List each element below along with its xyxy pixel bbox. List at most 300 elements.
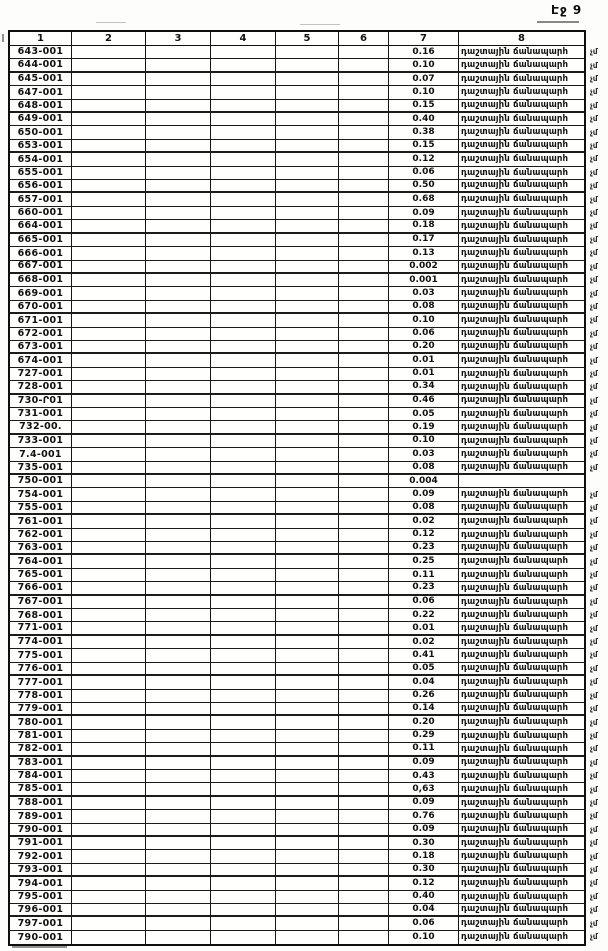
road-type-cell: դաշտային ճանապարհ — [459, 46, 584, 59]
empty-cell — [211, 690, 276, 703]
road-type-cell: դաշտային ճանապարհ — [459, 663, 584, 676]
empty-cell — [72, 395, 146, 408]
empty-cell — [146, 515, 211, 528]
empty-cell — [146, 649, 211, 662]
road-type-cell: դաշտային ճանապարհ — [459, 193, 584, 206]
empty-cell — [72, 314, 146, 327]
edge-text-fragment: չմ — [590, 784, 598, 794]
empty-cell — [146, 46, 211, 59]
edge-text-fragment: չմ — [590, 503, 598, 513]
empty-cell — [339, 113, 389, 126]
empty-cell — [146, 126, 211, 139]
empty-cell — [146, 837, 211, 850]
empty-cell — [211, 810, 276, 823]
area-value-cell: 0.23 — [389, 582, 459, 595]
empty-cell — [276, 328, 339, 341]
road-type-cell: դաշտային ճանապարհ — [459, 542, 584, 555]
road-type-cell: դաշտային ճանապարհ — [459, 395, 584, 408]
parcel-id-cell: 771-001 — [10, 622, 72, 635]
edge-text-fragment: չմ — [590, 717, 598, 727]
empty-cell — [339, 850, 389, 863]
empty-cell — [276, 408, 339, 421]
empty-cell — [146, 193, 211, 206]
empty-cell — [146, 703, 211, 716]
road-type-cell: դաշտային ճանապարհ — [459, 73, 584, 86]
empty-cell — [146, 542, 211, 555]
empty-cell — [72, 328, 146, 341]
area-value-cell: 0.06 — [389, 596, 459, 609]
area-value-cell: 0.12 — [389, 877, 459, 890]
empty-cell — [146, 931, 211, 944]
empty-cell — [339, 649, 389, 662]
empty-cell — [276, 824, 339, 837]
empty-cell — [276, 314, 339, 327]
road-type-cell: դաշտային ճանապարհ — [459, 596, 584, 609]
edge-text-fragment: չմ — [590, 610, 598, 620]
edge-text-fragment: չմ — [590, 141, 598, 151]
empty-cell — [339, 167, 389, 180]
scan-artifact — [2, 34, 4, 42]
edge-text-fragment: չմ — [590, 422, 598, 432]
road-type-cell: դաշտային ճանապարհ — [459, 824, 584, 837]
empty-cell — [339, 931, 389, 944]
empty-cell — [146, 850, 211, 863]
empty-cell — [211, 757, 276, 770]
area-value-cell: 0.41 — [389, 649, 459, 662]
edge-text-fragment: չմ — [590, 570, 598, 580]
parcel-id-cell: 761-001 — [10, 515, 72, 528]
empty-cell — [211, 716, 276, 729]
empty-cell — [211, 220, 276, 233]
road-type-cell: դաշտային ճանապարհ — [459, 153, 584, 166]
empty-cell — [276, 140, 339, 153]
empty-cell — [72, 126, 146, 139]
empty-cell — [146, 314, 211, 327]
parcel-id-cell: 790-001 — [10, 931, 72, 944]
area-value-cell: 0.05 — [389, 663, 459, 676]
area-value-cell: 0.06 — [389, 328, 459, 341]
empty-cell — [211, 100, 276, 113]
area-value-cell: 0.09 — [389, 207, 459, 220]
parcel-id-cell: 754-001 — [10, 488, 72, 501]
road-type-cell: դաշտային ճանապարհ — [459, 622, 584, 635]
area-value-cell: 0.17 — [389, 234, 459, 247]
empty-cell — [72, 904, 146, 917]
edge-text-fragment: չմ — [590, 489, 598, 499]
road-type-cell: դաշտային ճանապարհ — [459, 716, 584, 729]
empty-cell — [72, 730, 146, 743]
parcel-id-cell: 7.4-001 — [10, 448, 72, 461]
empty-cell — [72, 46, 146, 59]
parcel-id-cell: 768-001 — [10, 609, 72, 622]
empty-cell — [211, 663, 276, 676]
empty-cell — [339, 770, 389, 783]
parcel-id-cell: 653-001 — [10, 140, 72, 153]
empty-cell — [146, 301, 211, 314]
empty-cell — [211, 153, 276, 166]
area-value-cell: 0.50 — [389, 180, 459, 193]
area-value-cell: 0.03 — [389, 287, 459, 300]
parcel-id-cell: 750-001 — [10, 475, 72, 488]
empty-cell — [276, 247, 339, 260]
empty-cell — [72, 797, 146, 810]
area-value-cell: 0.05 — [389, 408, 459, 421]
empty-cell — [211, 502, 276, 515]
edge-text-fragment: չմ — [590, 368, 598, 378]
empty-cell — [146, 636, 211, 649]
empty-cell — [211, 488, 276, 501]
empty-cell — [276, 234, 339, 247]
edge-text-fragment: չմ — [590, 918, 598, 928]
edge-text-fragment: չմ — [590, 730, 598, 740]
area-value-cell: 0.10 — [389, 931, 459, 944]
empty-cell — [276, 690, 339, 703]
empty-cell — [339, 529, 389, 542]
parcel-id-cell: 797-001 — [10, 917, 72, 930]
empty-cell — [211, 314, 276, 327]
area-value-cell: 0.02 — [389, 515, 459, 528]
empty-cell — [339, 783, 389, 796]
empty-cell — [339, 435, 389, 448]
empty-cell — [72, 475, 146, 488]
empty-cell — [72, 462, 146, 475]
empty-cell — [146, 408, 211, 421]
parcel-id-cell: 655-001 — [10, 167, 72, 180]
road-type-cell: դաշտային ճանապարհ — [459, 636, 584, 649]
parcel-id-cell: 765-001 — [10, 569, 72, 582]
empty-cell — [146, 59, 211, 72]
road-type-cell: դաշտային ճանապարհ — [459, 220, 584, 233]
parcel-id-cell: 731-001 — [10, 408, 72, 421]
empty-cell — [72, 488, 146, 501]
empty-cell — [72, 783, 146, 796]
empty-cell — [72, 73, 146, 86]
edge-text-fragment: չմ — [590, 543, 598, 553]
parcel-id-cell: 667-001 — [10, 261, 72, 274]
area-value-cell: 0.23 — [389, 542, 459, 555]
empty-cell — [211, 837, 276, 850]
empty-cell — [339, 448, 389, 461]
empty-cell — [146, 810, 211, 823]
empty-cell — [339, 622, 389, 635]
road-type-cell: դաշտային ճանապարհ — [459, 314, 584, 327]
empty-cell — [72, 931, 146, 944]
empty-cell — [146, 663, 211, 676]
empty-cell — [72, 421, 146, 434]
empty-cell — [72, 891, 146, 904]
road-type-cell — [459, 475, 584, 488]
parcel-id-cell: 666-001 — [10, 247, 72, 260]
area-value-cell: 0.38 — [389, 126, 459, 139]
empty-cell — [146, 261, 211, 274]
empty-cell — [339, 475, 389, 488]
empty-cell — [276, 261, 339, 274]
empty-cell — [276, 86, 339, 99]
edge-text-fragment: չմ — [590, 342, 598, 352]
road-type-cell: դաշտային ճանապարհ — [459, 757, 584, 770]
empty-cell — [339, 193, 389, 206]
empty-cell — [339, 100, 389, 113]
parcel-id-cell: 794-001 — [10, 877, 72, 890]
empty-cell — [146, 328, 211, 341]
road-type-cell: դաշտային ճանապարհ — [459, 368, 584, 381]
empty-cell — [276, 126, 339, 139]
empty-cell — [276, 917, 339, 930]
empty-cell — [339, 180, 389, 193]
empty-cell — [339, 421, 389, 434]
empty-cell — [72, 663, 146, 676]
empty-cell — [146, 274, 211, 287]
empty-cell — [146, 448, 211, 461]
edge-text-fragment: չմ — [590, 181, 598, 191]
empty-cell — [146, 730, 211, 743]
parcel-id-cell: 730-Ր01 — [10, 395, 72, 408]
empty-cell — [276, 636, 339, 649]
area-value-cell: 0.04 — [389, 676, 459, 689]
edge-text-fragment: չմ — [590, 114, 598, 124]
road-type-cell: դաշտային ճանապարհ — [459, 891, 584, 904]
empty-cell — [146, 529, 211, 542]
edge-text-fragment: չմ — [590, 167, 598, 177]
parcel-id-cell: 732-00. — [10, 421, 72, 434]
empty-cell — [211, 167, 276, 180]
empty-cell — [146, 488, 211, 501]
road-type-cell: դաշտային ճանապարհ — [459, 837, 584, 850]
empty-cell — [211, 421, 276, 434]
edge-text-fragment: չմ — [590, 851, 598, 861]
empty-cell — [72, 515, 146, 528]
scan-artifact — [12, 946, 67, 948]
empty-cell — [339, 354, 389, 367]
parcel-id-cell: 654-001 — [10, 153, 72, 166]
empty-cell — [211, 609, 276, 622]
empty-cell — [146, 502, 211, 515]
empty-cell — [146, 676, 211, 689]
empty-cell — [72, 529, 146, 542]
edge-text-fragment: չմ — [590, 301, 598, 311]
empty-cell — [211, 475, 276, 488]
empty-cell — [276, 100, 339, 113]
empty-cell — [72, 448, 146, 461]
parcel-id-cell: 781-001 — [10, 730, 72, 743]
empty-cell — [72, 368, 146, 381]
empty-cell — [211, 328, 276, 341]
empty-cell — [72, 261, 146, 274]
empty-cell — [146, 395, 211, 408]
area-value-cell: 0.08 — [389, 301, 459, 314]
empty-cell — [339, 234, 389, 247]
empty-cell — [72, 207, 146, 220]
empty-cell — [72, 274, 146, 287]
area-value-cell: 0.07 — [389, 73, 459, 86]
empty-cell — [276, 837, 339, 850]
edge-text-fragment: չմ — [590, 462, 598, 472]
empty-cell — [146, 180, 211, 193]
empty-cell — [211, 622, 276, 635]
area-value-cell: 0.10 — [389, 314, 459, 327]
area-value-cell: 0.29 — [389, 730, 459, 743]
edge-text-fragment: չմ — [590, 891, 598, 901]
empty-cell — [276, 864, 339, 877]
empty-cell — [211, 770, 276, 783]
empty-cell — [146, 582, 211, 595]
empty-cell — [72, 502, 146, 515]
empty-cell — [72, 287, 146, 300]
empty-cell — [339, 488, 389, 501]
parcel-id-cell: 648-001 — [10, 100, 72, 113]
parcel-id-cell: 789-001 — [10, 810, 72, 823]
edge-text-fragment: չմ — [590, 516, 598, 526]
empty-cell — [146, 435, 211, 448]
parcel-id-cell: 728-001 — [10, 381, 72, 394]
empty-cell — [276, 569, 339, 582]
area-value-cell: 0.10 — [389, 59, 459, 72]
edge-text-fragment: չմ — [590, 355, 598, 365]
empty-cell — [276, 542, 339, 555]
edge-text-fragment: չմ — [590, 60, 598, 70]
road-type-cell: դաշտային ճանապարհ — [459, 569, 584, 582]
empty-cell — [276, 435, 339, 448]
edge-text-fragment: չմ — [590, 74, 598, 84]
road-type-cell: դաշտային ճանապարհ — [459, 261, 584, 274]
area-value-cell: 0.002 — [389, 261, 459, 274]
edge-text-fragment: չմ — [590, 744, 598, 754]
road-type-cell: դաշտային ճանապարհ — [459, 341, 584, 354]
empty-cell — [72, 435, 146, 448]
area-value-cell: 0.68 — [389, 193, 459, 206]
empty-cell — [211, 408, 276, 421]
empty-cell — [72, 153, 146, 166]
road-type-cell: դաշտային ճանապարհ — [459, 100, 584, 113]
empty-cell — [146, 743, 211, 756]
empty-cell — [339, 891, 389, 904]
road-type-cell: դաշտային ճանապարհ — [459, 207, 584, 220]
empty-cell — [146, 475, 211, 488]
empty-cell — [276, 381, 339, 394]
empty-cell — [146, 770, 211, 783]
parcel-id-cell: 791-001 — [10, 837, 72, 850]
area-value-cell: 0.13 — [389, 247, 459, 260]
road-type-cell: դաշտային ճանապարհ — [459, 301, 584, 314]
road-type-cell: դաշտային ճանապարհ — [459, 448, 584, 461]
empty-cell — [146, 891, 211, 904]
parcel-id-cell: 776-001 — [10, 663, 72, 676]
empty-cell — [211, 234, 276, 247]
empty-cell — [339, 408, 389, 421]
area-value-cell: 0.30 — [389, 837, 459, 850]
empty-cell — [276, 395, 339, 408]
empty-cell — [146, 234, 211, 247]
empty-cell — [72, 542, 146, 555]
empty-cell — [276, 555, 339, 568]
empty-cell — [211, 931, 276, 944]
empty-cell — [146, 140, 211, 153]
edge-text-fragment: չմ — [590, 623, 598, 633]
empty-cell — [339, 757, 389, 770]
empty-cell — [276, 207, 339, 220]
empty-cell — [211, 569, 276, 582]
empty-cell — [72, 354, 146, 367]
parcel-id-cell: 672-001 — [10, 328, 72, 341]
empty-cell — [146, 622, 211, 635]
parcel-id-cell: 762-001 — [10, 529, 72, 542]
empty-cell — [146, 555, 211, 568]
area-value-cell: 0.08 — [389, 502, 459, 515]
area-value-cell: 0.01 — [389, 368, 459, 381]
empty-cell — [211, 582, 276, 595]
empty-cell — [276, 877, 339, 890]
empty-cell — [211, 891, 276, 904]
parcel-id-cell: 647-001 — [10, 86, 72, 99]
empty-cell — [146, 421, 211, 434]
area-value-cell: 0.34 — [389, 381, 459, 394]
empty-cell — [211, 395, 276, 408]
area-value-cell: 0.11 — [389, 743, 459, 756]
edge-text-fragment: չմ — [590, 234, 598, 244]
empty-cell — [339, 502, 389, 515]
empty-cell — [211, 126, 276, 139]
empty-cell — [146, 462, 211, 475]
empty-cell — [276, 368, 339, 381]
edge-text-fragment: չմ — [590, 905, 598, 915]
empty-cell — [276, 730, 339, 743]
empty-cell — [276, 931, 339, 944]
empty-cell — [339, 864, 389, 877]
area-value-cell: 0.10 — [389, 86, 459, 99]
empty-cell — [72, 193, 146, 206]
road-type-cell: դաշտային ճանապարհ — [459, 609, 584, 622]
parcel-id-cell: 767-001 — [10, 596, 72, 609]
empty-cell — [146, 797, 211, 810]
edge-text-fragment: չմ — [590, 154, 598, 164]
cutoff-text-column — [590, 45, 607, 943]
road-type-cell: դաշտային ճանապարհ — [459, 180, 584, 193]
empty-cell — [211, 596, 276, 609]
parcel-id-cell: 764-001 — [10, 555, 72, 568]
empty-cell — [276, 341, 339, 354]
empty-cell — [146, 368, 211, 381]
column-header: 8 — [459, 32, 584, 46]
empty-cell — [211, 46, 276, 59]
edge-text-fragment: չմ — [590, 127, 598, 137]
road-type-cell: դաշտային ճանապարհ — [459, 582, 584, 595]
empty-cell — [211, 904, 276, 917]
empty-cell — [339, 716, 389, 729]
area-value-cell: 0.01 — [389, 622, 459, 635]
edge-text-fragment: չմ — [590, 288, 598, 298]
empty-cell — [339, 703, 389, 716]
area-value-cell: 0.40 — [389, 113, 459, 126]
empty-cell — [211, 743, 276, 756]
empty-cell — [339, 663, 389, 676]
road-type-cell: դաշտային ճանապարհ — [459, 917, 584, 930]
empty-cell — [276, 488, 339, 501]
empty-cell — [146, 904, 211, 917]
parcel-id-cell: 649-001 — [10, 113, 72, 126]
area-value-cell: 0.15 — [389, 100, 459, 113]
road-type-cell: դաշտային ճանապարհ — [459, 462, 584, 475]
area-value-cell: 0.12 — [389, 529, 459, 542]
edge-text-fragment: չմ — [590, 596, 598, 606]
parcel-id-cell: 670-001 — [10, 301, 72, 314]
empty-cell — [72, 716, 146, 729]
parcel-id-cell: 644-001 — [10, 59, 72, 72]
empty-cell — [211, 542, 276, 555]
empty-cell — [146, 207, 211, 220]
parcel-id-cell: 785-001 — [10, 783, 72, 796]
area-value-cell: 0.12 — [389, 153, 459, 166]
empty-cell — [276, 354, 339, 367]
